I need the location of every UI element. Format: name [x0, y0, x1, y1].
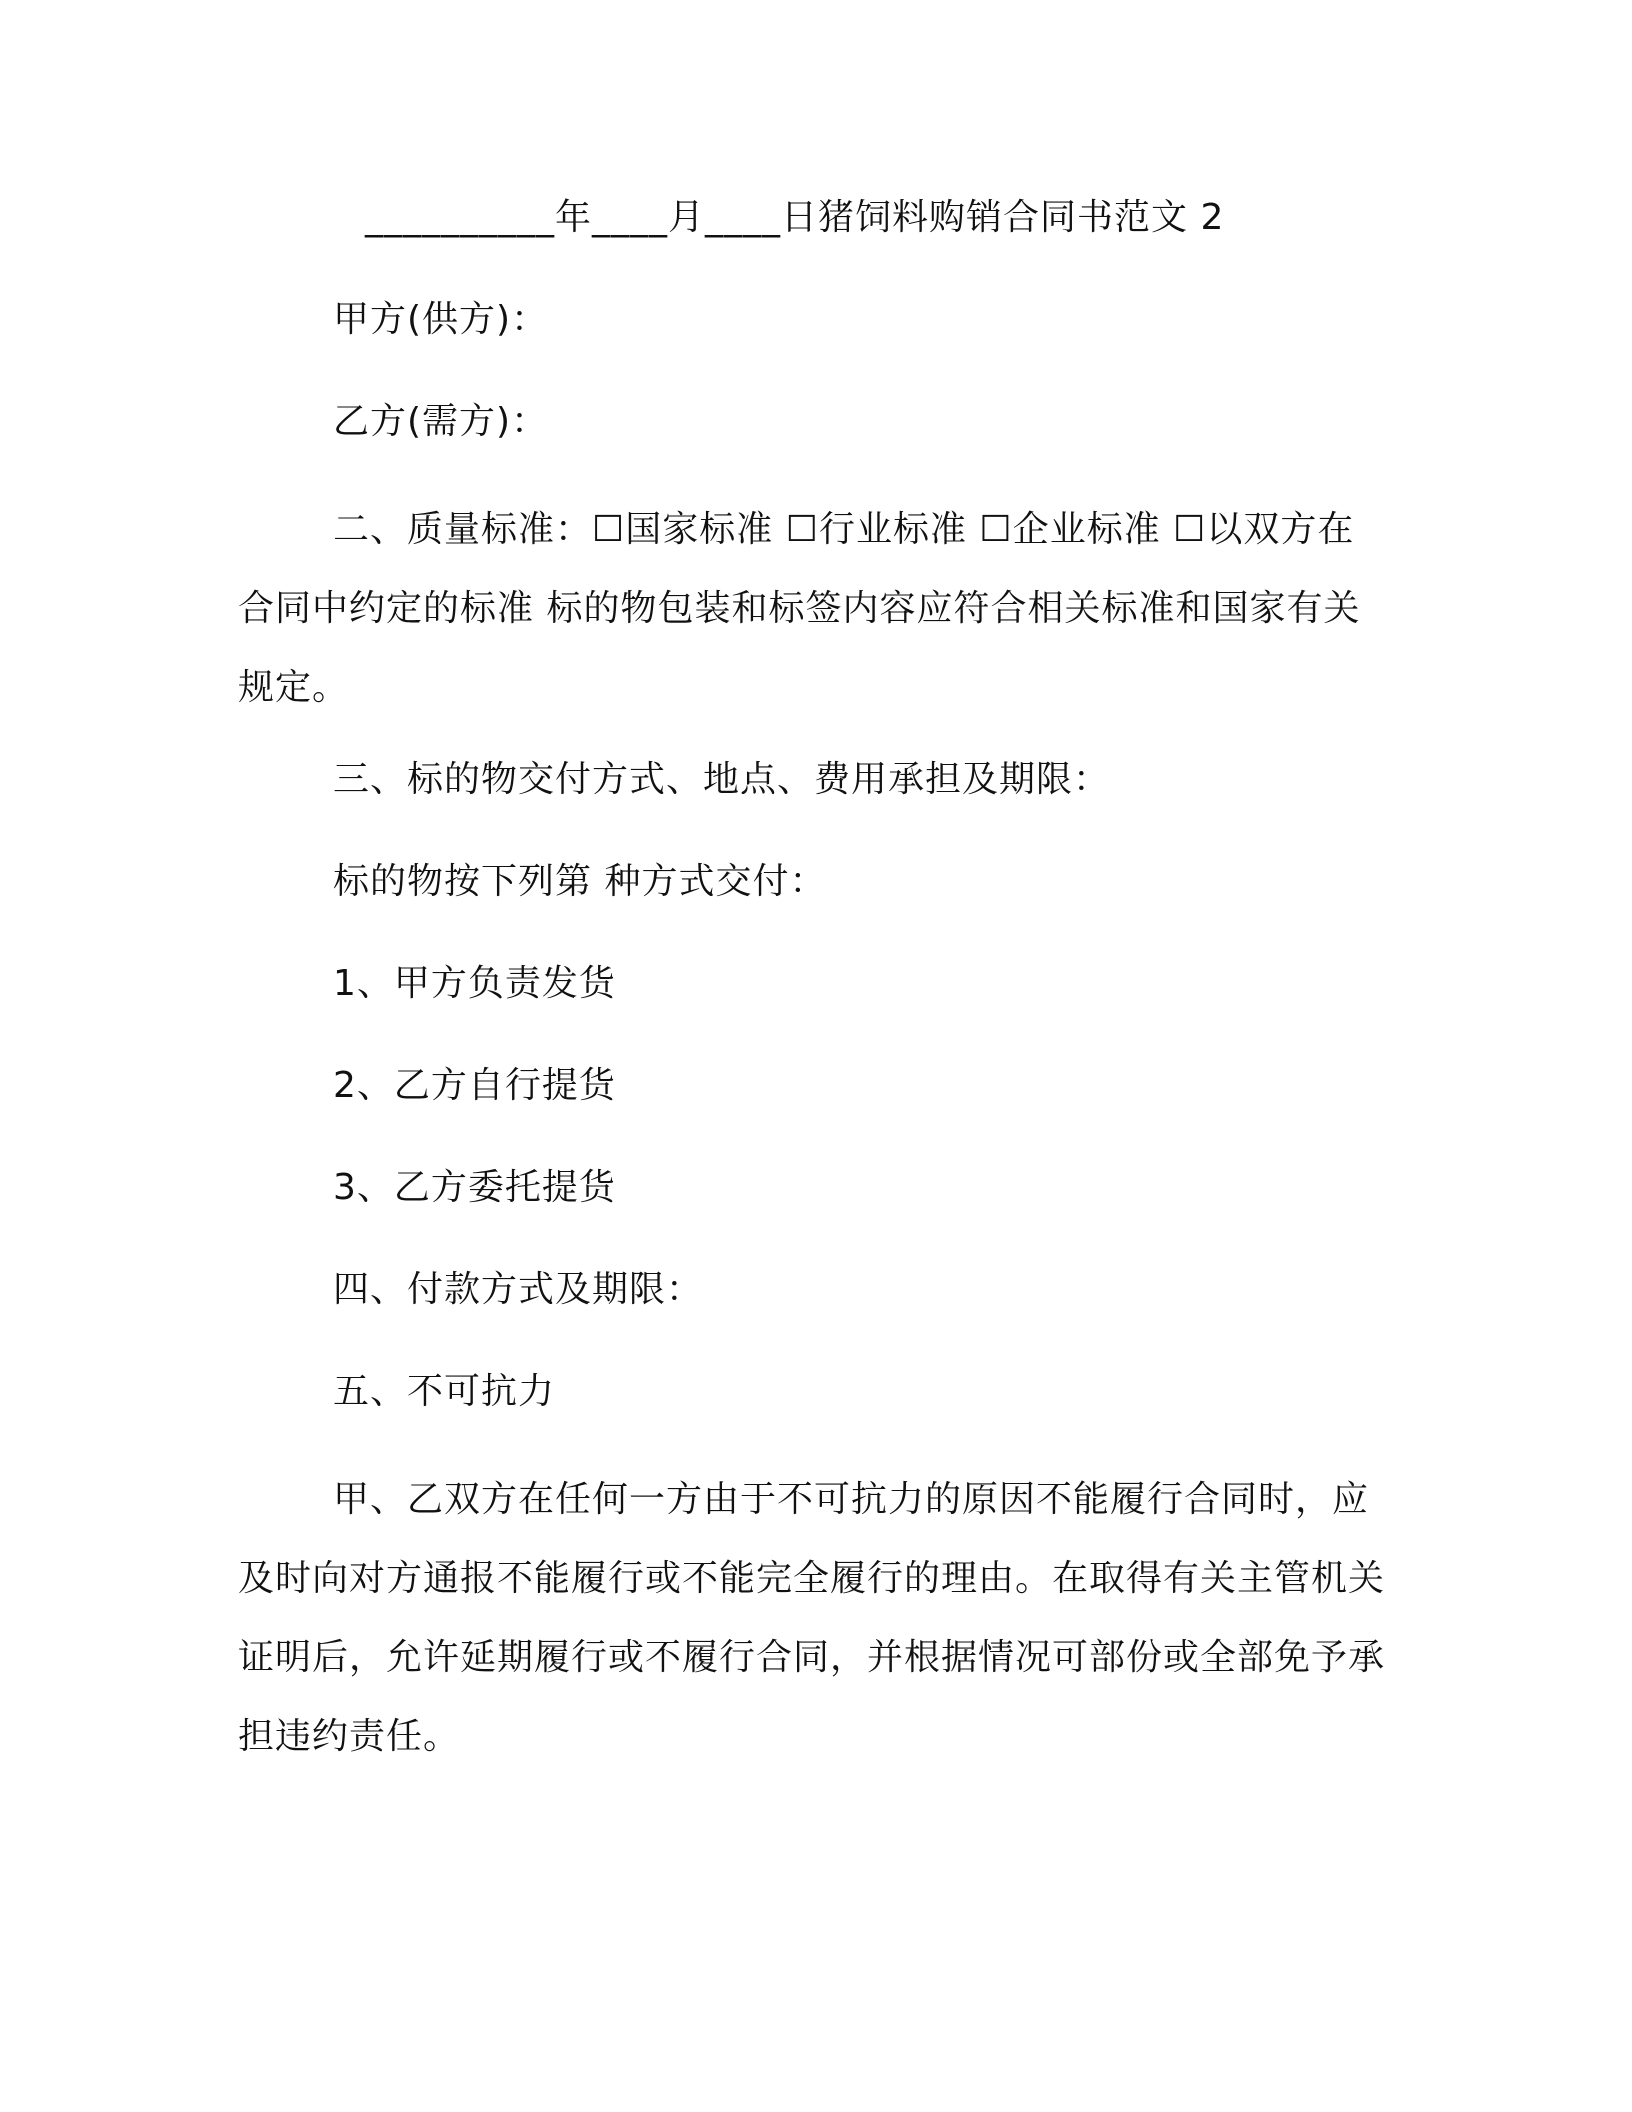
- section-force-majeure-heading: 五、不可抗力: [333, 1371, 556, 1412]
- delivery-option-3: 3、乙方委托提货: [333, 1167, 616, 1208]
- party-a-label: 甲方(供方)：: [333, 299, 549, 340]
- delivery-option-2: 2、乙方自行提货: [333, 1065, 616, 1106]
- section-quality-standard: 二、质量标准：☐国家标准 ☐行业标准 ☐企业标准 ☐以双方在合同中约定的标准 标的物包装和标签内容应符合相关标准和国家有关规定。: [238, 509, 1361, 708]
- section-force-majeure-body: 甲、乙双方在任何一方由于不可抗力的原因不能履行合同时，应及时向对方通报不能履行或不能完全履行的理由。在取得有关主管机关证明后，允许延期履行或不履行合同，并根据情况可部份或全部免予承担违约责任。: [238, 1479, 1386, 1757]
- document-title: __________年____月____日猪饲料购销合同书范文 2: [365, 197, 1225, 238]
- section-payment-heading: 四、付款方式及期限：: [333, 1269, 704, 1310]
- section-delivery-intro: 标的物按下列第 种方式交付：: [333, 861, 827, 902]
- party-b-label: 乙方(需方)：: [333, 401, 549, 442]
- section-delivery-heading: 三、标的物交付方式、地点、费用承担及期限：: [333, 759, 1111, 800]
- delivery-option-1: 1、甲方负责发货: [333, 963, 616, 1004]
